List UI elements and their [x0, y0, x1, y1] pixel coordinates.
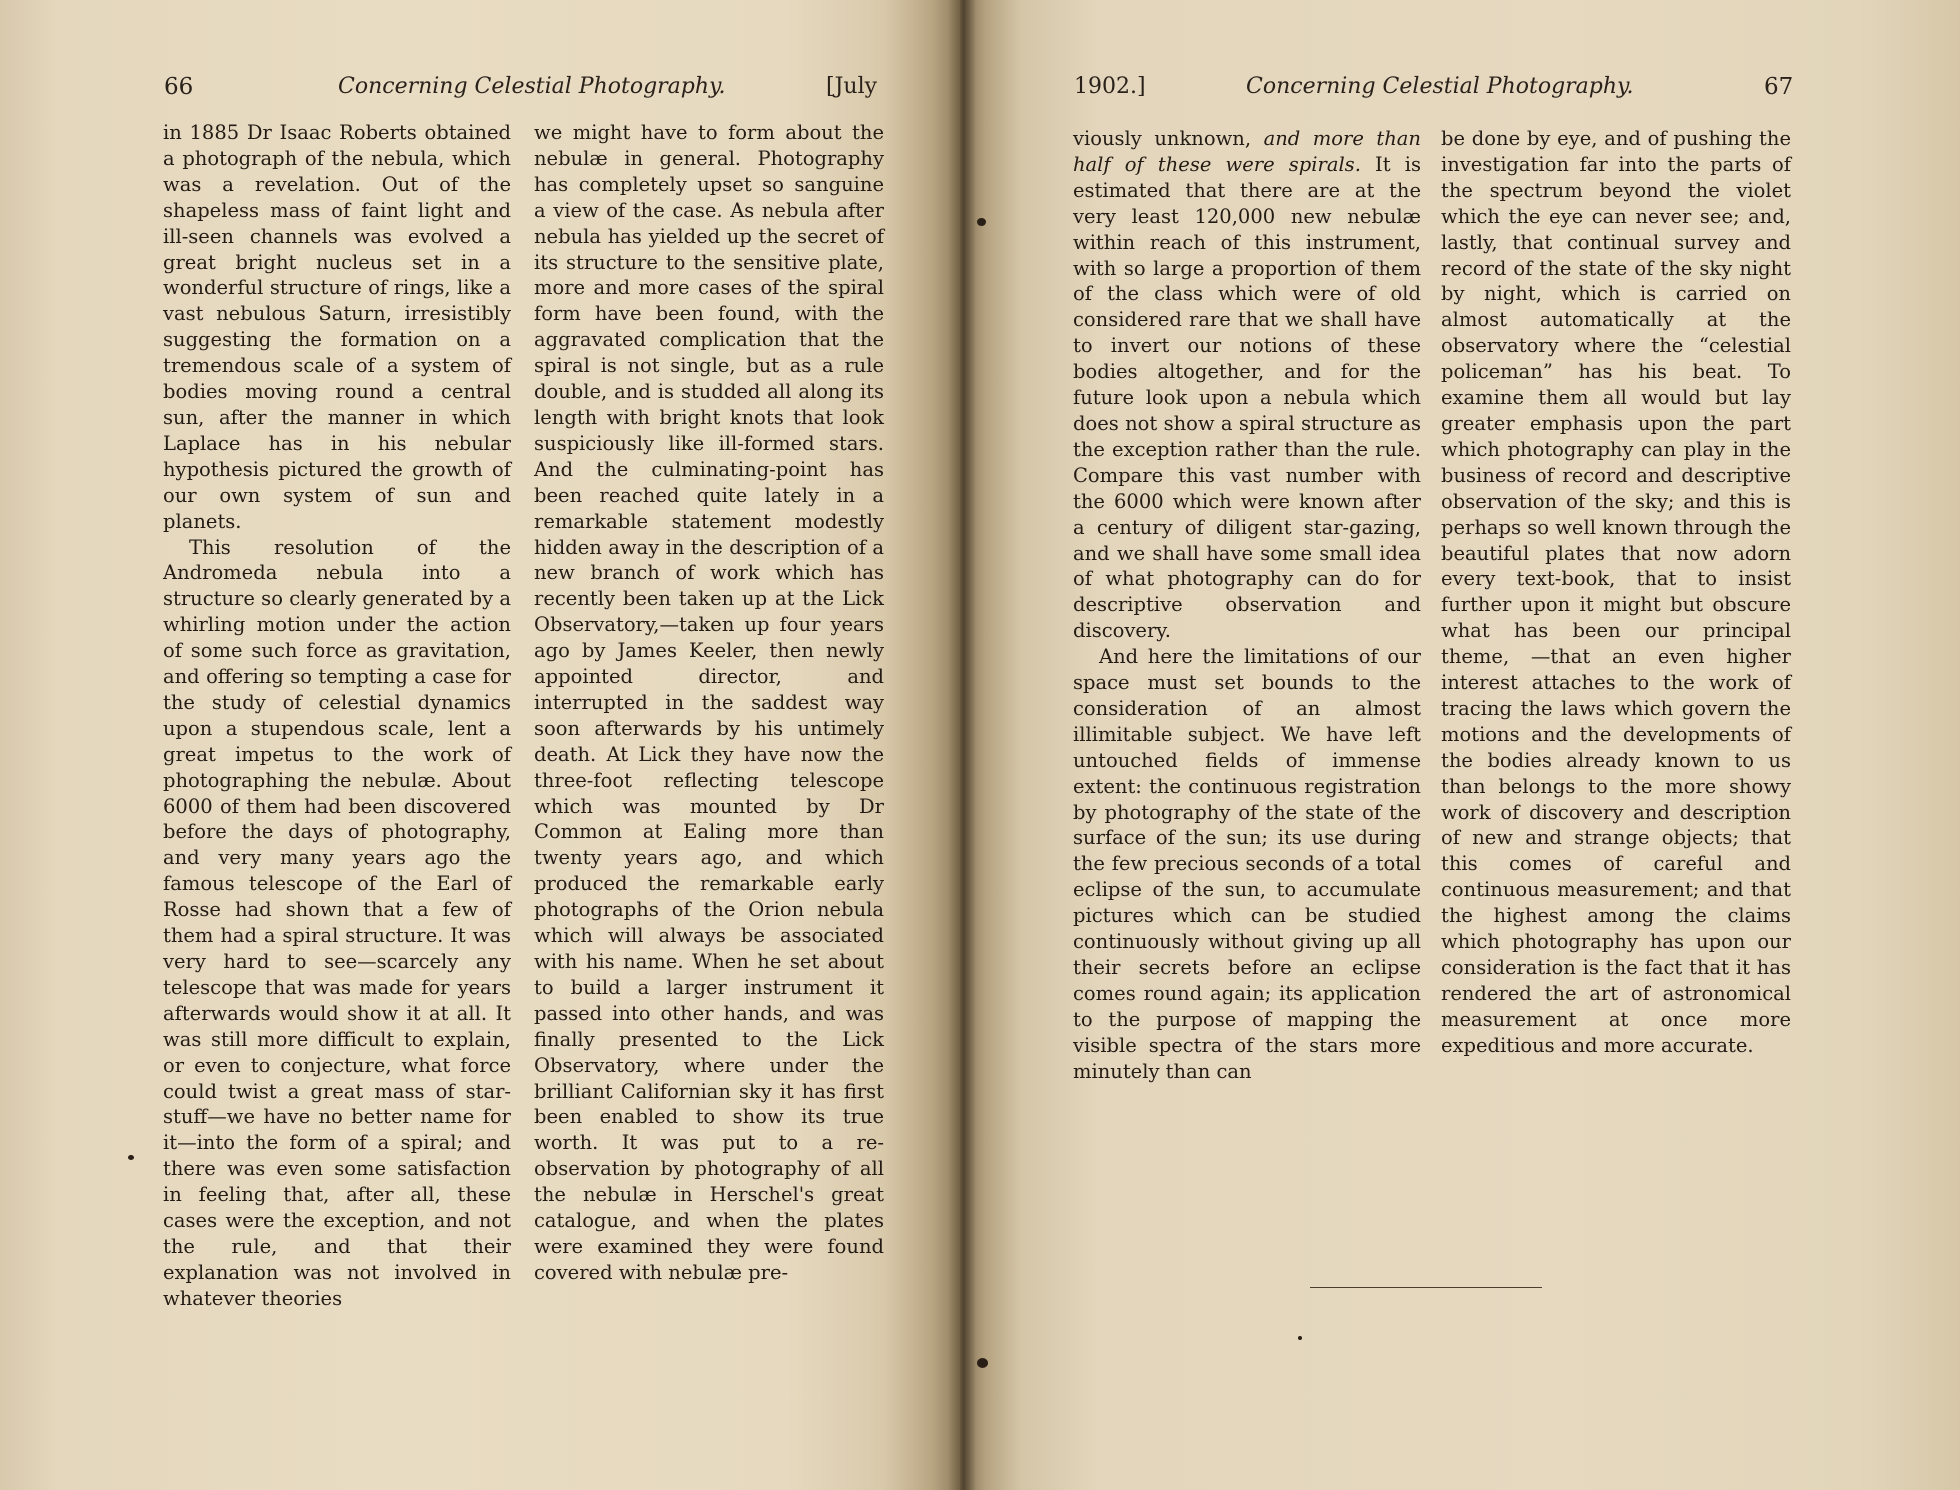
paragraph	[1073, 126, 1421, 644]
right-date-mark: 1902.]	[1074, 74, 1146, 99]
paragraph: be done by eye, and of pushing the investigation far into the parts of the spectrum beyond the violet which the eye can never see; and, lastly, that continual survey and record of the state of the sky night by night, which is carried on almost automatically at the observatory where the “celestial policeman” has his beat. To examine them all would but lay greater emphasis upon the part which photography can play in the business of record and descriptive observation of the sky; and this is perhaps so well known through the beautiful plates that now adorn every text-book, that to insist further upon it might but obscure what has been our principal theme, —that an even higher interest attaches to the work of tracing the laws which govern the motions and the developments of the bodies already known to us than belongs to the more showy work of discovery and description of new and strange objects; that this comes of careful and continuous measurement; and that the highest among the claims which photography has upon our consideration is the fact that it has rendered the art of astronomical measurement at once more expeditious and more accurate.	[1441, 127, 1791, 1057]
ink-speck	[1298, 1336, 1302, 1340]
left-running-title: Concerning Celestial Photography.	[338, 74, 726, 99]
ink-speck	[977, 218, 986, 226]
right-running-head	[0, 74, 1960, 114]
right-page-column-1	[1073, 126, 1421, 1085]
right-page-column-2	[1441, 126, 1791, 1059]
italic-emphasis: and more than half of these were spirals.	[1073, 127, 1421, 176]
end-rule	[1310, 1287, 1542, 1288]
left-page-column-1	[163, 120, 511, 1312]
book-gutter	[948, 0, 976, 1490]
left-page-number: 66	[164, 74, 194, 100]
paragraph: we might have to form about the nebulæ in general. Photography has completely upset so sanguine a view of the case. As nebula after nebula has yielded up the secret of its structure to the sensitive plate, more and more cases of the spiral form have been found, with the aggravated complication that the spiral is not single, but as a rule double, and is studded all along its length with bright knots that look suspiciously like ill-formed stars. And the culminating-point has been reached quite lately in a remarkable statement modestly hidden away in the description of a new branch of work which has recently been taken up at the Lick Observatory,—taken up four years ago by James Keeler, then newly appointed director, and interrupted in the saddest way soon afterwards by his untimely death. At Lick they have now the three-foot reflecting telescope which was mounted by Dr Common at Ealing more than twenty years ago, and which produced the remarkable early photographs of the Orion nebula which will always be associated with his name. When he set about to build a larger instrument it passed into other hands, and was finally presented to the Lick Observatory, where under the brilliant Californian sky it has first been enabled to show its true worth. It was put to a re-observation by photography of all the nebulæ in Herschel's great catalogue, and when the plates were examined they were found covered with nebulæ pre-	[534, 121, 884, 1284]
right-running-title: Concerning Celestial Photography.	[1246, 74, 1634, 99]
paragraph: in 1885 Dr Isaac Roberts obtained a photograph of the nebula, which was a revelation. Out of the shapeless mass of faint light and ill-seen channels was evolved a great bright nucleus set in a wonderful structure of rings, like a vast nebulous Saturn, irresistibly suggesting the formation on a tremendous scale of a system of bodies moving round a central sun, after the manner in which Laplace has in his nebular hypothesis pictured the growth of our own system of sun and planets.	[163, 121, 511, 533]
left-date-mark: [July	[826, 74, 878, 99]
paragraph: And here the limitations of our space must set bounds to the consideration of an almost illimitable subject. We have left untouched fields of immense extent: the continuous registration by photography of the state of the surface of the sun; its use during the few precious seconds of a total eclipse of the sun, to accumulate pictures which can be studied continuously without giving up all their secrets before an eclipse comes round again; its application to the purpose of mapping the visible spectra of the stars more minutely than can	[1073, 645, 1421, 1083]
right-page-number: 67	[1764, 74, 1794, 100]
paragraph-text: It is estimated that there are at the very least 120,000 new nebulæ within reach of this instrument, with so large a proportion of them of the class which were of old considered rare that we shall have to invert our notions of these bodies altogether, and for the future look upon a nebula which does not show a spiral structure as the exception rather than the rule. Compare this vast number with the 6000 which were known after a century of diligent star-gazing, and we shall have some small idea of what photography can do for descriptive observation and discovery.	[1073, 152, 1421, 643]
left-page-column-2	[534, 120, 884, 1286]
ink-speck	[128, 1155, 134, 1160]
paragraph: This resolution of the Andromeda nebula into a structure so clearly generated by a whirling motion under the action of some such force as gravitation, and offering so tempting a case for the study of celestial dynamics upon a stupendous scale, lent a great impetus to the work of photographing the nebulæ. About 6000 of them had been discovered before the days of photography, and very many years ago the famous telescope of the Earl of Rosse had shown that a few of them had a spiral structure. It was very hard to see—scarcely any telescope that was made for years afterwards would show it at all. It was still more difficult to explain, or even to conjecture, what force could twist a great mass of star-stuff—we have no better name for it—into the form of a spiral; and there was even some satisfaction in feeling that, after all, these cases were the exception, and not the rule, and that their explanation was not involved in whatever theories	[163, 535, 511, 1310]
ink-speck	[977, 1358, 988, 1368]
paragraph-lead: viously unknown,	[1073, 127, 1264, 150]
